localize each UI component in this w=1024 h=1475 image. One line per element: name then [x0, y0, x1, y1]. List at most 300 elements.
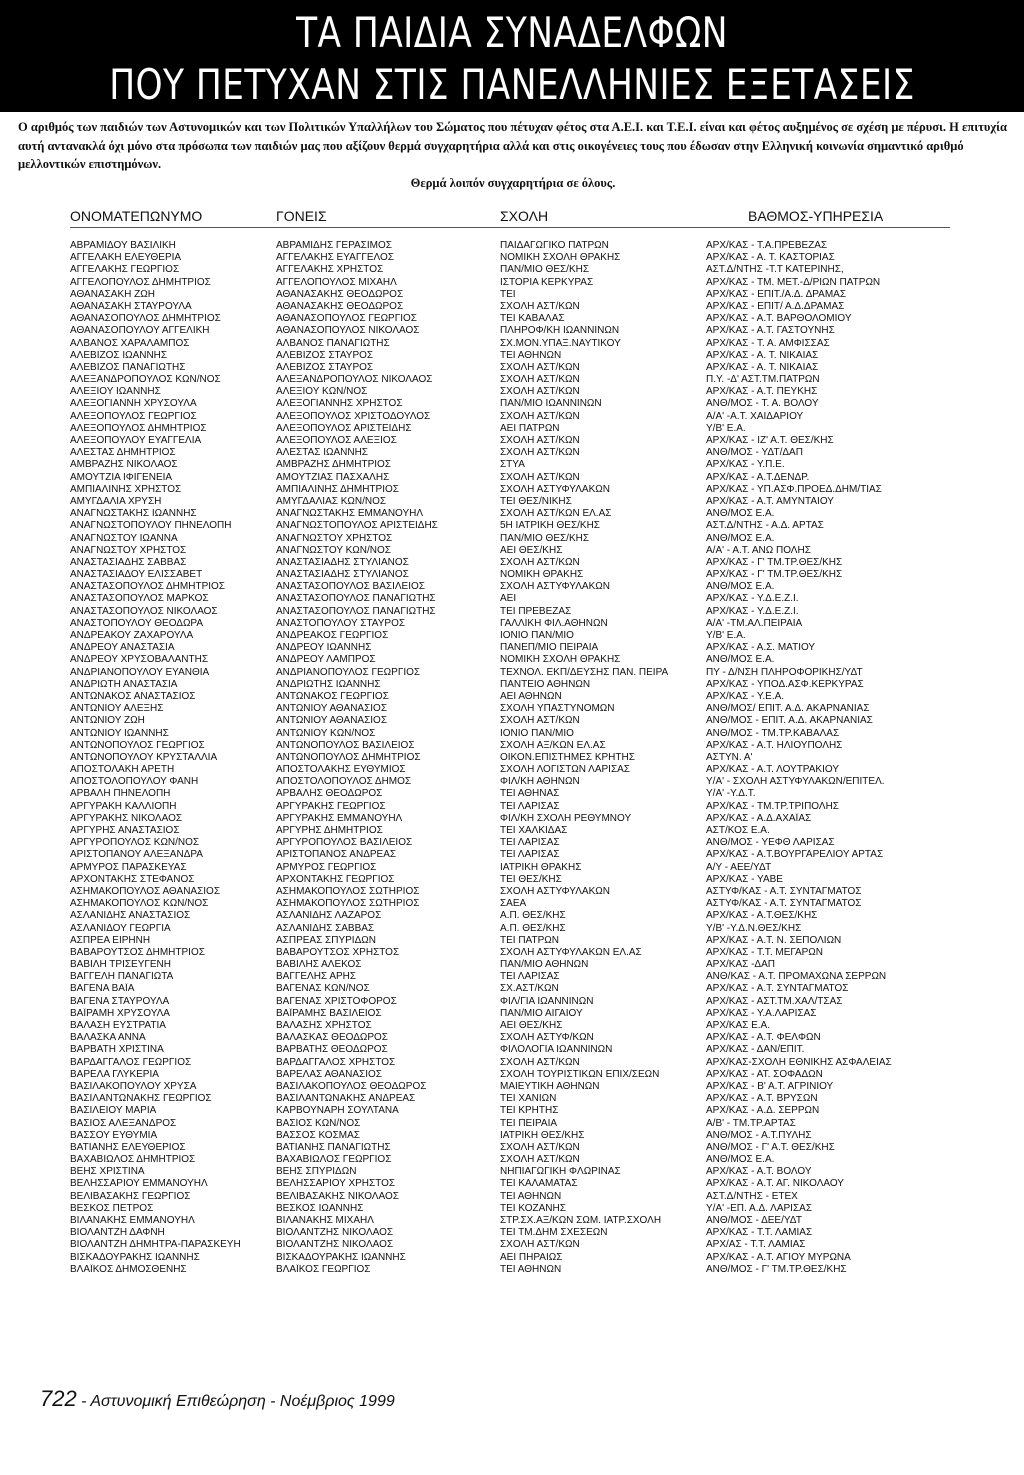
table-row — [0, 508, 1024, 520]
school-name: ΤΕΙ ΑΘΗΝΑΣ — [500, 788, 560, 800]
parent-name: ΑΜΒΡΑΖΗΣ ΔΗΜΗΤΡΙΟΣ — [276, 459, 391, 471]
column-header-parents: ΓΟΝΕΙΣ — [276, 208, 327, 224]
school-name: ΣΧΟΛΗ ΑΣΤ/ΚΩΝ — [500, 1154, 580, 1166]
table-row — [0, 459, 1024, 471]
rank-service: ΑΡΧ/ΚΑΣ - Α.Τ. ΗΛΙΟΥΠΟΛΗΣ — [706, 739, 843, 751]
rank-service: ΑΣΤ/ΚΟΣ Ε.Α. — [706, 825, 770, 836]
school-name: ΤΕΙ ΛΑΡΙΣΑΣ — [500, 971, 560, 983]
parent-name: ΒΑΒΙΛΗΣ ΑΛΕΚΟΣ — [276, 959, 362, 971]
student-name: ΑΛΕΞΙΟΥ ΙΩΑΝΝΗΣ — [70, 386, 161, 398]
table-row — [0, 1093, 1024, 1105]
rank-service: ΑΡΧ/ΚΑΣ - Α.Τ. ΒΡΥΣΩΝ — [706, 1093, 818, 1105]
student-name: ΑΡΓΥΡΑΚΗ ΚΑΛΛΙΟΠΗ — [70, 800, 177, 812]
table-row — [0, 1105, 1024, 1117]
parent-name: ΑΘΑΝΑΣΑΚΗΣ ΘΕΟΔΩΡΟΣ — [276, 300, 404, 312]
school-name: ΠΑΝ/ΜΙΟ ΑΘΗΝΩΝ — [500, 959, 589, 971]
rank-service: Υ/Β' -Υ.Δ.Ν.ΘΕΣ/ΚΗΣ — [706, 922, 802, 934]
student-name: ΑΛΕΒΙΖΟΣ ΠΑΝΑΓΙΩΤΗΣ — [70, 361, 186, 373]
parent-name: ΑΝΔΡΙΩΤΗΣ ΙΩΑΝΝΗΣ — [276, 678, 381, 690]
school-name: ΑΕΙ ΘΕΣ/ΚΗΣ — [500, 1020, 563, 1031]
rank-service: ΑΡΧ/ΚΑΣ - Β' Α.Τ. ΑΓΡΙΝΙΟΥ — [706, 1080, 834, 1092]
school-name: ΣΧΟΛΗ ΑΣΤΥΦ/ΚΩΝ — [500, 1032, 594, 1044]
rank-service: ΑΡΧ/ΚΑΣ Ε.Α. — [706, 1020, 770, 1031]
rank-service: ΑΣΤ.Δ/ΝΤΗΣ -Τ.Τ ΚΑΤΕΡΙΝΗΣ, — [706, 264, 844, 276]
rank-service: ΑΡΧ/ΚΑΣ - Υ.Ε.Α. — [706, 690, 785, 702]
student-name: ΑΛΕΞΟΓΙΑΝΝΗ ΧΡΥΣΟΥΛΑ — [70, 398, 197, 410]
title-banner — [0, 0, 1024, 112]
rank-service: ΑΡΧ/ΚΑΣ - ΕΠΙΤ./Α.Δ. ΔΡΑΜΑΣ — [706, 288, 847, 300]
student-name: ΑΝΑΣΤΑΣΙΑΔΟΥ ΕΛΙΣΣΑΒΕΤ — [70, 569, 203, 581]
table-row — [0, 947, 1024, 959]
student-name: ΑΣΗΜΑΚΟΠΟΥΛΟΣ ΚΩΝ/ΝΟΣ — [70, 898, 209, 910]
parent-name: ΑΝΤΩΝΑΚΟΣ ΓΕΩΡΓΙΟΣ — [276, 690, 389, 702]
school-name: ΣΤΥΑ — [500, 459, 525, 471]
rank-service: ΑΡΧ/ΚΑΣ - Τ.Α.ΠΡΕΒΕΖΑΣ — [706, 240, 828, 251]
rank-service: ΑΡΧ/ΚΑΣ - ΙΖ' Α.Τ. ΘΕΣ/ΚΗΣ — [706, 435, 834, 446]
rank-service: ΑΝΘ/ΜΟΣ Ε.Α. — [706, 654, 775, 666]
parent-name: ΑΣΗΜΑΚΟΠΟΥΛΟΣ ΣΩΤΗΡΙΟΣ — [276, 885, 420, 897]
parent-name: ΒΑΡΔΑΓΓΑΛΟΣ ΧΡΗΣΤΟΣ — [276, 1056, 396, 1068]
parent-name: ΒΑΡΕΛΑΣ ΑΘΑΝΑΣΙΟΣ — [276, 1068, 382, 1080]
student-name: ΑΜΟΥΤΖΙΑ ΙΦΙΓΕΝΕΙΑ — [70, 471, 173, 483]
table-row — [0, 435, 1024, 447]
school-name: ΤΕΙ ΚΑΛΑΜΑΤΑΣ — [500, 1178, 578, 1190]
school-name: ΠΑΙΔΑΓΩΓΙΚΟ ΠΑΤΡΩΝ — [500, 240, 609, 251]
table-row — [0, 935, 1024, 947]
rank-service: ΑΡΧ/ΚΑΣ - Α. Τ. ΝΙΚΑΙΑΣ — [706, 361, 819, 373]
header-divider — [70, 227, 950, 228]
table-row — [0, 338, 1024, 350]
parent-name: ΒΑΓΕΝΑΣ ΚΩΝ/ΝΟΣ — [276, 983, 370, 995]
student-name: ΒΕΗΣ ΧΡΙΣΤΙΝΑ — [70, 1166, 145, 1178]
student-name: ΒΑΒΙΛΗ ΤΡΙΣΕΥΓΕΝΗ — [70, 959, 171, 971]
table-row — [0, 447, 1024, 459]
school-name: ΤΕΙ ΑΘΗΝΩΝ — [500, 349, 562, 361]
school-name: ΙΟΝΙΟ ΠΑΝ/ΜΙΟ — [500, 727, 574, 739]
student-name: ΑΛΕΒΙΖΟΣ ΙΩΑΝΝΗΣ — [70, 349, 168, 361]
parent-name: ΑΡΒΑΛΗΣ ΘΕΟΔΩΡΟΣ — [276, 788, 383, 800]
student-name: ΑΝΔΡΙΑΝΟΠΟΥΛΟΥ ΕΥΑΝΘΙΑ — [70, 666, 210, 678]
rank-service: ΑΡΧ/ΚΑΣ - Τ.Τ. ΛΑΜΙΑΣ — [706, 1227, 813, 1239]
school-name: ΠΑΝ/ΜΙΟ ΑΙΓΑΙΟΥ — [500, 1007, 583, 1019]
page-number: 722 — [40, 1386, 77, 1411]
school-name: ΣΤΡ.ΣΧ.ΑΞ/ΚΩΝ ΣΩΜ. ΙΑΤΡ.ΣΧΟΛΗ — [500, 1215, 662, 1226]
table-row — [0, 1142, 1024, 1154]
table-row — [0, 862, 1024, 874]
table-row — [0, 898, 1024, 910]
student-name: ΒΑΧΑΒΙΩΛΟΣ ΔΗΜΗΤΡΙΟΣ — [70, 1154, 196, 1166]
student-name: ΒΙΟΛΑΝΤΖΗ ΔΗΜΗΤΡΑ-ΠΑΡΑΣΚΕΥΗ — [70, 1239, 241, 1251]
school-name: ΤΕΙ ΧΑΛΚΙΔΑΣ — [500, 825, 568, 836]
table-row — [0, 983, 1024, 995]
student-name: ΑΘΑΝΑΣΟΠΟΥΛΟΣ ΔΗΜΗΤΡΙΟΣ — [70, 313, 221, 325]
table-row — [0, 825, 1024, 837]
table-row — [0, 971, 1024, 983]
rank-service: ΑΝΘ/ΜΟΣ - ΥΕΦΘ ΛΑΡΙΣΑΣ — [706, 837, 835, 849]
student-name: ΑΛΕΣΤΑΣ ΔΗΜΗΤΡΙΟΣ — [70, 447, 176, 459]
student-name: ΒΑΤΙΑΝΗΣ ΕΛΕΥΘΕΡΙΟΣ — [70, 1141, 186, 1153]
student-name: ΒΑΣΙΛΑΚΟΠΟΥΛΟΥ ΧΡΥΣΑ — [70, 1080, 197, 1092]
student-name: ΑΛΕΞΟΠΟΥΛΟΥ ΕΥΑΓΓΕΛΙΑ — [70, 435, 202, 446]
school-name: ΣΧΟΛΗ ΑΣΤ/ΚΩΝ — [500, 556, 580, 568]
school-name: ΤΕΙ ΠΕΙΡΑΙΑ — [500, 1117, 558, 1129]
student-name: ΑΝΑΓΝΩΣΤΟΥ ΧΡΗΣΤΟΣ — [70, 544, 187, 556]
school-name: ΤΕΙ ΠΑΤΡΩΝ — [500, 934, 559, 946]
parent-name: ΑΣΗΜΑΚΟΠΟΥΛΟΣ ΣΩΤΗΡΙΟΣ — [276, 898, 420, 910]
table-row — [0, 874, 1024, 886]
parent-name: ΑΛΕΞΟΠΟΥΛΟΣ ΧΡΙΣΤΟΔΟΥΛΟΣ — [276, 410, 431, 422]
school-name: ΟΙΚΟΝ.ΕΠΙΣΤΗΜΕΣ ΚΡΗΤΗΣ — [500, 751, 635, 763]
rank-service: ΑΡΧ/ΚΑΣ - Α.Τ. ΠΕΥΚΗΣ — [706, 386, 818, 398]
student-name: ΑΘΑΝΑΣΑΚΗ ΖΩΗ — [70, 288, 155, 300]
table-row — [0, 910, 1024, 922]
table-row — [0, 533, 1024, 545]
table-row — [0, 593, 1024, 605]
student-name: ΑΡΓΥΡΟΠΟΥΛΟΣ ΚΩΝ/ΝΟΣ — [70, 837, 200, 849]
school-name: ΤΕΙ — [500, 288, 516, 300]
rank-service: ΑΡΧ/ΚΑΣ - ΑΤ. ΣΟΦΑΔΩΝ — [706, 1068, 823, 1080]
table-row — [0, 886, 1024, 898]
rank-service: ΑΡΧ/ΚΑΣ - Α.Τ. ΒΟΛΟΥ — [706, 1166, 812, 1178]
table-row — [0, 289, 1024, 301]
student-name: ΑΡΓΥΡΗΣ ΑΝΑΣΤΑΣΙΟΣ — [70, 825, 180, 836]
student-name: ΑΝΑΓΝΩΣΤΟΥ ΙΩΑΝΝΑ — [70, 532, 178, 544]
school-name: ΑΕΙ ΘΕΣ/ΚΗΣ — [500, 544, 563, 556]
rank-service: ΑΡΧ/ΚΑΣ - Γ' ΤΜ.ΤΡ.ΘΕΣ/ΚΗΣ — [706, 569, 843, 581]
table-row — [0, 752, 1024, 764]
parent-name: ΑΝΤΩΝΙΟΥ ΑΘΑΝΑΣΙΟΣ — [276, 703, 388, 715]
student-name: ΒΑΓΕΝΑ ΣΤΑΥΡΟΥΛΑ — [70, 995, 170, 1007]
school-name: ΤΕΙ ΤΜ.ΔΗΜ ΣΧΕΣΕΩΝ — [500, 1227, 608, 1239]
student-name: ΒΑΓΓΕΛΗ ΠΑΝΑΓΙΩΤΑ — [70, 971, 174, 983]
rank-service: ΑΝΘ/ΜΟΣ - ΥΔΤ/ΔΑΠ — [706, 447, 803, 459]
student-name: ΒΕΣΚΟΣ ΠΕΤΡΟΣ — [70, 1202, 154, 1214]
student-name: ΒΑΣΙΛΑΝΤΩΝΑΚΗΣ ΓΕΩΡΓΙΟΣ — [70, 1093, 212, 1105]
student-name: ΒΕΛΗΣΣΑΡΙΟΥ ΕΜΜΑΝΟΥΗΛ — [70, 1178, 208, 1190]
student-name: ΑΓΓΕΛΑΚΗ ΕΛΕΥΘΕΡΙΑ — [70, 252, 182, 264]
school-name: ΦΙΛ/ΚΗ ΣΧΟΛΗ ΡΕΘΥΜΝΟΥ — [500, 812, 632, 824]
student-name: ΑΝΑΓΝΩΣΤΑΚΗΣ ΙΩΑΝΝΗΣ — [70, 508, 197, 520]
parent-name: ΑΜΥΓΔΑΛΙΑΣ ΚΩΝ/ΝΟΣ — [276, 495, 387, 507]
school-name: Α.Π. ΘΕΣ/ΚΗΣ — [500, 922, 566, 934]
parent-name: ΒΑΪΡΑΜΗΣ ΒΑΣΙΛΕΙΟΣ — [276, 1007, 382, 1019]
table-row — [0, 776, 1024, 788]
student-name: ΑΛΕΞΟΠΟΥΛΟΣ ΔΗΜΗΤΡΙΟΣ — [70, 422, 207, 434]
school-name: ΣΧΟΛΗ ΑΣΤ/ΚΩΝ — [500, 447, 580, 459]
rank-service: ΑΡΧ/ΚΑΣ - Α.Τ. ΦΕΛΦΩΝ — [706, 1032, 821, 1044]
school-name: ΠΑΝΤΕΙΟ ΑΘΗΝΩΝ — [500, 678, 591, 690]
student-name: ΑΛΕΞΟΠΟΥΛΟΣ ΓΕΩΡΓΙΟΣ — [70, 410, 197, 422]
rank-service: ΑΡΧ/ΚΑΣ -ΔΑΠ — [706, 959, 775, 971]
rank-service: ΑΡΧ/ΑΣ - Τ.Τ. ΛΑΜΙΑΣ — [706, 1239, 806, 1251]
table-row — [0, 654, 1024, 666]
parent-name: ΑΛΕΒΙΖΟΣ ΣΤΑΥΡΟΣ — [276, 349, 374, 361]
page-footer — [40, 1386, 395, 1412]
student-name: ΑΝΑΣΤΑΣΟΠΟΥΛΟΣ ΔΗΜΗΤΡΙΟΣ — [70, 581, 225, 593]
rank-service: ΑΡΧ/ΚΑΣ - ΤΜ. ΜΕΤ.-Δ/ΡΙΩΝ ΠΑΤΡΩΝ — [706, 276, 881, 288]
parent-name: ΑΡΓΥΡΗΣ ΔΗΜΗΤΡΙΟΣ — [276, 825, 383, 836]
parent-name: ΑΝΑΓΝΩΣΤΟΥ ΧΡΗΣΤΟΣ — [276, 532, 393, 544]
rank-service: ΑΡΧ/ΚΑΣ - Α. Τ. ΝΙΚΑΙΑΣ — [706, 349, 819, 361]
school-name: ΤΕΙ ΛΑΡΙΣΑΣ — [500, 849, 560, 861]
table-row — [0, 362, 1024, 374]
table-row — [0, 1166, 1024, 1178]
school-name: ΣΧΟΛΗ ΑΣΤ/ΚΩΝ — [500, 715, 580, 727]
parent-name: ΑΣΛΑΝΙΔΗΣ ΣΑΒΒΑΣ — [276, 922, 375, 934]
school-name: ΣΧΟΛΗ ΑΣΤ/ΚΩΝ — [500, 1239, 580, 1251]
rank-service: ΑΡΧ/ΚΑΣ - ΔΑΝ/ΕΠΙΤ. — [706, 1044, 805, 1056]
rank-service: Υ/Β' Ε.Α. — [706, 630, 746, 641]
parent-name: ΒΑΧΑΒΙΩΛΟΣ ΓΕΩΡΓΙΟΣ — [276, 1154, 392, 1166]
rank-service: Α/Α' - Α.Τ. ΑΝΩ ΠΟΛΗΣ — [706, 544, 811, 556]
student-name: ΒΑΒΑΡΟΥΤΣΟΣ ΔΗΜΗΤΡΙΟΣ — [70, 946, 205, 958]
rank-service: ΑΡΧ/ΚΑΣ - Υ.Δ.Ε.Ζ.Ι. — [706, 605, 799, 617]
school-name: Α.Π. ΘΕΣ/ΚΗΣ — [500, 910, 566, 922]
rank-service: ΑΡΧ/ΚΑΣ-ΣΧΟΛΗ ΕΘΝΙΚΗΣ ΑΣΦΑΛΕΙΑΣ — [706, 1056, 892, 1068]
school-name: ΣΧΟΛΗ ΑΣΤ/ΚΩΝ — [500, 1056, 580, 1068]
school-name: ΣΧΟΛΗ ΑΣΤ/ΚΩΝ ΕΛ.ΑΣ — [500, 508, 612, 520]
rank-service: ΑΡΧ/ΚΑΣ - Α.Τ. ΑΓΙΟΥ ΜΥΡΩΝΑ — [706, 1251, 851, 1263]
student-name: ΑΝΑΣΤΑΣΟΠΟΥΛΟΣ ΜΑΡΚΟΣ — [70, 593, 209, 605]
student-name: ΒΑΡΒΑΤΗ ΧΡΙΣΤΙΝΑ — [70, 1044, 164, 1056]
rank-service: ΑΡΧ/ΚΑΣ - ΥΑΒΕ — [706, 873, 783, 885]
parent-name: ΑΜΟΥΤΖΙΑΣ ΠΑΣΧΑΛΗΣ — [276, 471, 390, 483]
rank-service: ΑΡΧ/ΚΑΣ - Υ.Δ.Ε.Ζ.Ι. — [706, 593, 799, 605]
student-name: ΑΜΒΡΑΖΗΣ ΝΙΚΟΛΑΟΣ — [70, 459, 178, 471]
table-row — [0, 423, 1024, 435]
rank-service: ΑΡΧ/ΚΑΣ - Α.Τ. ΒΑΡΘΟΛΟΜΙΟΥ — [706, 313, 852, 325]
school-name: ΜΑΙΕΥΤΙΚΗ ΑΘΗΝΩΝ — [500, 1080, 600, 1092]
rank-service: ΑΡΧ/ΚΑΣ - Α.Δ. ΣΕΡΡΩΝ — [706, 1105, 820, 1117]
parent-name: ΒΙΟΛΑΝΤΖΗΣ ΝΙΚΟΛΑΟΣ — [276, 1227, 394, 1239]
parent-name: ΒΑΤΙΑΝΗΣ ΠΑΝΑΓΙΩΤΗΣ — [276, 1141, 391, 1153]
page-title-line1: ΤΑ ΠΑΙΔΙΑ ΣΥΝΑΔΕΛΦΩΝ — [296, 8, 728, 57]
rank-service: ΑΣΤΥΦ/ΚΑΣ - Α.Τ. ΣΥΝΤΑΓΜΑΤΟΣ — [706, 898, 862, 910]
parent-name: ΑΠΟΣΤΟΛΟΠΟΥΛΟΣ ΔΗΜΟΣ — [276, 776, 412, 788]
parent-name: ΑΘΑΝΑΣΟΠΟΥΛΟΣ ΓΕΩΡΓΙΟΣ — [276, 313, 417, 325]
student-name: ΑΜΥΓΔΑΛΙΑ ΧΡΥΣΗ — [70, 495, 162, 507]
rank-service: ΑΡΧ/ΚΑΣ - ΥΠΟΔ.ΑΣΦ.ΚΕΡΚΥΡΑΣ — [706, 678, 864, 690]
table-row — [0, 788, 1024, 800]
parent-name: ΒΑΓΕΝΑΣ ΧΡΙΣΤΟΦΟΡΟΣ — [276, 995, 397, 1007]
student-name: ΑΝΤΩΝΙΟΥ ΙΩΑΝΝΗΣ — [70, 727, 169, 739]
school-name: ΣΧΟΛΗ ΑΣΤ/ΚΩΝ — [500, 386, 580, 398]
table-row — [0, 630, 1024, 642]
parent-name: ΑΡΓΥΡΑΚΗΣ ΓΕΩΡΓΙΟΣ — [276, 800, 386, 812]
school-name: ΣΧΟΛΗ ΑΣΤ/ΚΩΝ — [500, 361, 580, 373]
table-row — [0, 679, 1024, 691]
table-row — [0, 1057, 1024, 1069]
intro-closing: Θερμά λοιπόν συγχαρητήρια σε όλους. — [410, 175, 616, 190]
table-row — [0, 606, 1024, 618]
table-row — [0, 301, 1024, 313]
parent-name: ΒΑΣΣΟΣ ΚΟΣΜΑΣ — [276, 1129, 360, 1141]
table-row — [0, 1069, 1024, 1081]
table-row — [0, 667, 1024, 679]
school-name: ΣΧΟΛΗ ΤΟΥΡΙΣΤΙΚΩΝ ΕΠΙΧ/ΣΕΩΝ — [500, 1068, 660, 1080]
school-name: ΣΧ.ΑΣΤ/ΚΩΝ — [500, 983, 559, 995]
table-row — [0, 557, 1024, 569]
school-name: ΝΟΜΙΚΗ ΘΡΑΚΗΣ — [500, 569, 584, 581]
parent-name: ΑΝΑΣΤΑΣΟΠΟΥΛΟΣ ΠΑΝΑΓΙΩΤΗΣ — [276, 605, 436, 617]
intro-text — [18, 118, 1008, 192]
rank-service: Π.Υ. -Δ' ΑΣΤ.ΤΜ.ΠΑΤΡΩΝ — [706, 374, 820, 386]
table-row — [0, 313, 1024, 325]
student-name: ΑΝΑΣΤΑΣΟΠΟΥΛΟΣ ΝΙΚΟΛΑΟΣ — [70, 605, 218, 617]
table-row — [0, 240, 1024, 252]
rank-service: ΑΣΤΥΦ/ΚΑΣ - Α.Τ. ΣΥΝΤΑΓΜΑΤΟΣ — [706, 885, 862, 897]
school-name: ΝΗΠΙΑΓΩΓΙΚΗ ΦΛΩΡΙΝΑΣ — [500, 1166, 621, 1178]
parent-name: ΒΙΟΛΑΝΤΖΗΣ ΝΙΚΟΛΑΟΣ — [276, 1239, 394, 1251]
rank-service: ΑΡΧ/ΚΑΣ - Α.Τ.ΒΟΥΡΓΑΡΕΛΙΟΥ ΑΡΤΑΣ — [706, 849, 884, 861]
school-name: ΤΕΙ ΑΘΗΝΩΝ — [500, 1263, 562, 1275]
student-name: ΑΝΤΩΝΙΟΥ ΖΩΗ — [70, 715, 145, 727]
table-row — [0, 764, 1024, 776]
student-name: ΑΡΙΣΤΟΠΑΝΟΥ ΑΛΕΞΑΝΔΡΑ — [70, 849, 203, 861]
parent-name: ΑΝΑΓΝΩΣΤΟΥ ΚΩΝ/ΝΟΣ — [276, 544, 391, 556]
parent-name: ΑΝΑΓΝΩΣΤΑΚΗΣ ΕΜΜΑΝΟΥΗΛ — [276, 508, 424, 520]
rank-service: ΑΡΧ/ΚΑΣ - Α.Τ. ΣΥΝΤΑΓΜΑΤΟΣ — [706, 983, 849, 995]
school-name: ΠΑΝΕΠ/ΜΙΟ ΠΕΙΡΑΙΑ — [500, 642, 599, 654]
student-name: ΑΡΧΟΝΤΑΚΗΣ ΣΤΕΦΑΝΟΣ — [70, 873, 195, 885]
student-name: ΒΑΛΑΣΗ ΕΥΣΤΡΑΤΙΑ — [70, 1020, 166, 1031]
school-name: ΣΧΟΛΗ ΑΣΤΥΦΥΛΑΚΩΝ — [500, 885, 610, 897]
rank-service: ΑΣΤ.Δ/ΝΤΗΣ - Α.Δ. ΑΡΤΑΣ — [706, 520, 824, 532]
rank-service: ΑΝΘ/ΜΟΣ Ε.Α. — [706, 532, 775, 544]
table-row — [0, 740, 1024, 752]
table-row — [0, 959, 1024, 971]
table-row — [0, 569, 1024, 581]
table-row — [0, 1203, 1024, 1215]
parent-name: ΒΑΒΑΡΟΥΤΣΟΣ ΧΡΗΣΤΟΣ — [276, 946, 400, 958]
rank-service: ΑΡΧ/ΚΑΣ - Α.Τ. ΓΑΣΤΟΥΝΗΣ — [706, 325, 835, 337]
school-name: ΑΕΙ ΑΘΗΝΩΝ — [500, 690, 562, 702]
school-name: 5Η ΙΑΤΡΙΚΗ ΘΕΣ/ΚΗΣ — [500, 520, 600, 532]
table-row — [0, 1215, 1024, 1227]
school-name: ΙΟΝΙΟ ΠΑΝ/ΜΙΟ — [500, 630, 574, 641]
parent-name: ΑΝΑΓΝΩΣΤΟΠΟΥΛΟΣ ΑΡΙΣΤΕΙΔΗΣ — [276, 520, 438, 532]
parent-name: ΑΝΑΣΤΟΠΟΥΛΟΥ ΣΤΑΥΡΟΣ — [276, 617, 406, 629]
column-header-rank: ΒΑΘΜΟΣ-ΥΠΗΡΕΣΙΑ — [748, 208, 884, 224]
parent-name: ΑΛΕΞΟΠΟΥΛΟΣ ΑΛΕΞΙΟΣ — [276, 435, 397, 446]
table-row — [0, 496, 1024, 508]
school-name: ΤΕΙ ΘΕΣ/ΚΗΣ — [500, 873, 562, 885]
table-row — [0, 1191, 1024, 1203]
student-name: ΑΛΒΑΝΟΣ ΧΑΡΑΛΑΜΠΟΣ — [70, 337, 190, 349]
school-name: ΦΙΛΟΛΟΓΙΑ ΙΩΑΝΝΙΝΩΝ — [500, 1044, 613, 1056]
school-name: ΝΟΜΙΚΗ ΣΧΟΛΗ ΘΡΑΚΗΣ — [500, 654, 621, 666]
school-name: ΝΟΜΙΚΗ ΣΧΟΛΗ ΘΡΑΚΗΣ — [500, 252, 621, 264]
table-row — [0, 813, 1024, 825]
school-name: ΠΛΗΡΟΦ/ΚΗ ΙΩΑΝΝΙΝΩΝ — [500, 325, 620, 337]
table-row — [0, 691, 1024, 703]
table-row — [0, 1154, 1024, 1166]
rank-service: Α/Β' - ΤΜ.ΤΡ.ΑΡΤΑΣ — [706, 1117, 796, 1129]
student-name: ΑΝΤΩΝΟΠΟΥΛΟΣ ΓΕΩΡΓΙΟΣ — [70, 739, 205, 751]
parent-name: ΒΕΛΗΣΣΑΡΙΟΥ ΧΡΗΣΤΟΣ — [276, 1178, 396, 1190]
student-name: ΑΠΟΣΤΟΛΟΠΟΥΛΟΥ ΦΑΝΗ — [70, 776, 199, 788]
table-row — [0, 837, 1024, 849]
school-name: ΣΧ.ΜΟΝ.ΥΠΑΞ.ΝΑΥΤΙΚΟΥ — [500, 337, 621, 349]
school-name: ΤΕΙ ΘΕΣ/ΝΙΚΗΣ — [500, 495, 572, 507]
school-name: ΤΕΙ ΚΑΒΑΛΑΣ — [500, 313, 565, 325]
school-name: ΠΑΝ/ΜΙΟ ΘΕΣ/ΚΗΣ — [500, 532, 590, 544]
parent-name: ΑΝΑΣΤΑΣΙΑΔΗΣ ΣΤΥΛΙΑΝΟΣ — [276, 569, 409, 581]
parent-name: ΑΛΒΑΝΟΣ ΠΑΝΑΓΙΩΤΗΣ — [276, 337, 390, 349]
student-name: ΑΒΡΑΜΙΔΟΥ ΒΑΣΙΛΙΚΗ — [70, 240, 176, 251]
parent-name: ΑΝΑΣΤΑΣΙΑΔΗΣ ΣΤΥΛΙΑΝΟΣ — [276, 556, 409, 568]
student-name: ΑΜΠΙΑΛΙΝΗΣ ΧΡΗΣΤΟΣ — [70, 483, 182, 495]
student-name: ΑΓΓΕΛΑΚΗΣ ΓΕΩΡΓΙΟΣ — [70, 264, 180, 276]
student-name: ΑΣΗΜΑΚΟΠΟΥΛΟΣ ΑΘΑΝΑΣΙΟΣ — [70, 885, 221, 897]
student-name: ΒΑΓΕΝΑ ΒΑΪΑ — [70, 983, 135, 995]
intro-paragraph: Ο αριθμός των παιδιών των Αστυνομικών και των Πολιτικών Υπαλλήλων του Σώματος που πέτυχαν φέτος στα Α.Ε.Ι. και Τ.Ε.Ι. είναι και φέτος αυξημένος σε σχέση με πέρυσι. Η επιτυχία αυτή αντανακλά όχι μόνο στα πρόσωπα των παιδιών μας που αξίζουν θερμά συγχαρητήρια αλλά και στις οικογένειες τους που έδωσαν στην Ελληνική κοινωνία σημαντικό αριθμό μελλοντικών επιστημόνων. — [18, 120, 1007, 171]
student-name: ΒΙΣΚΑΔΟΥΡΑΚΗΣ ΙΩΑΝΝΗΣ — [70, 1251, 200, 1263]
table-row — [0, 1264, 1024, 1276]
table-row — [0, 252, 1024, 264]
student-name: ΒΙΛΑΝΑΚΗΣ ΕΜΜΑΝΟΥΗΛ — [70, 1215, 195, 1226]
school-name: ΦΙΛ/ΓΙΑ ΙΩΑΝΝΙΝΩΝ — [500, 995, 594, 1007]
student-name: ΒΑΣΣΟΥ ΕΥΘΥΜΙΑ — [70, 1129, 158, 1141]
parent-name: ΑΛΕΒΙΖΟΣ ΣΤΑΥΡΟΣ — [276, 361, 374, 373]
school-name: ΣΧΟΛΗ ΑΞ/ΚΩΝ ΕΛ.ΑΣ — [500, 739, 606, 751]
parent-name: ΑΘΑΝΑΣΟΠΟΥΛΟΣ ΝΙΚΟΛΑΟΣ — [276, 325, 420, 337]
table-row — [0, 386, 1024, 398]
rank-service: Α/Α' -Α.Τ. ΧΑΙΔΑΡΙΟΥ — [706, 410, 804, 422]
table-row — [0, 618, 1024, 630]
school-name: ΣΧΟΛΗ ΑΣΤ/ΚΩΝ — [500, 435, 580, 446]
rank-service: ΑΡΧ/ΚΑΣ - Α.Δ.ΑΧΑΪΑΣ — [706, 812, 812, 824]
rank-service: ΑΝΘ/ΜΟΣ Ε.Α. — [706, 508, 775, 520]
student-name: ΑΡΒΑΛΗ ΠΗΝΕΛΟΠΗ — [70, 788, 171, 800]
student-name: ΑΣΛΑΝΙΔΗΣ ΑΝΑΣΤΑΣΙΟΣ — [70, 910, 191, 922]
parent-name: ΑΣΠΡΕΑΣ ΣΠΥΡΙΔΩΝ — [276, 934, 376, 946]
rank-service: ΑΣΤ.Δ/ΝΤΗΣ - ΕΤΕΧ — [706, 1190, 798, 1202]
rank-service: ΑΡΧ/ΚΑΣ - ΕΠΙΤ/ Α.Δ.ΔΡΑΜΑΣ — [706, 300, 845, 312]
parent-name: ΑΓΓΕΛΑΚΗΣ ΧΡΗΣΤΟΣ — [276, 264, 384, 276]
table-row — [0, 350, 1024, 362]
school-name: ΑΕΙ — [500, 593, 517, 605]
rank-service: ΑΡΧ/ΚΑΣ - Α. Τ. ΚΑΣΤΟΡΙΑΣ — [706, 252, 835, 264]
rank-service: ΠΥ - Δ/ΝΣΗ ΠΛΗΡΟΦΟΡΙΚΗΣ/ΥΔΤ — [706, 666, 863, 678]
publication-info: - Αστυνομική Επιθεώρηση - Νοέμβριος 1999 — [81, 1393, 395, 1410]
student-name: ΒΕΛΙΒΑΣΑΚΗΣ ΓΕΩΡΓΙΟΣ — [70, 1190, 191, 1202]
parent-name: ΒΕΛΙΒΑΣΑΚΗΣ ΝΙΚΟΛΑΟΣ — [276, 1190, 399, 1202]
table-row — [0, 1252, 1024, 1264]
table-row — [0, 1081, 1024, 1093]
table-row — [0, 703, 1024, 715]
parent-name: ΑΝΤΩΝΟΠΟΥΛΟΣ ΔΗΜΗΤΡΙΟΣ — [276, 751, 421, 763]
school-name: ΙΣΤΟΡΙΑ ΚΕΡΚΥΡΑΣ — [500, 276, 594, 288]
school-name: ΓΑΛΛΙΚΗ ΦΙΛ.ΑΘΗΝΩΝ — [500, 617, 608, 629]
student-name: ΑΝΤΩΝΙΟΥ ΑΛΕΞΗΣ — [70, 703, 164, 715]
parent-name: ΑΓΓΕΛΟΠΟΥΛΟΣ ΜΙΧΑΗΛ — [276, 276, 397, 288]
parent-name: ΒΑΡΒΑΤΗΣ ΘΕΟΔΩΡΟΣ — [276, 1044, 388, 1056]
parent-name: ΒΑΣΙΛΑΝΤΩΝΑΚΗΣ ΑΝΔΡΕΑΣ — [276, 1093, 416, 1105]
table-row — [0, 728, 1024, 740]
parent-name: ΑΓΓΕΛΑΚΗΣ ΕΥΑΓΓΕΛΟΣ — [276, 252, 394, 264]
table-row — [0, 1227, 1024, 1239]
school-name: ΤΕΙ ΚΡΗΤΗΣ — [500, 1105, 559, 1117]
table-row — [0, 1130, 1024, 1142]
table-row — [0, 1044, 1024, 1056]
table-row — [0, 484, 1024, 496]
student-name: ΑΝΤΩΝΑΚΟΣ ΑΝΑΣΤΑΣΙΟΣ — [70, 690, 196, 702]
student-name: ΒΑΛΑΣΚΑ ΑΝΝΑ — [70, 1032, 146, 1044]
school-name: ΣΧΟΛΗ ΑΣΤΥΦΥΛΑΚΩΝ — [500, 483, 610, 495]
column-header-name: ΟΝΟΜΑΤΕΠΩΝΥΜΟ — [70, 208, 203, 224]
parent-name: ΒΙΛΑΝΑΚΗΣ ΜΙΧΑΗΛ — [276, 1215, 374, 1226]
